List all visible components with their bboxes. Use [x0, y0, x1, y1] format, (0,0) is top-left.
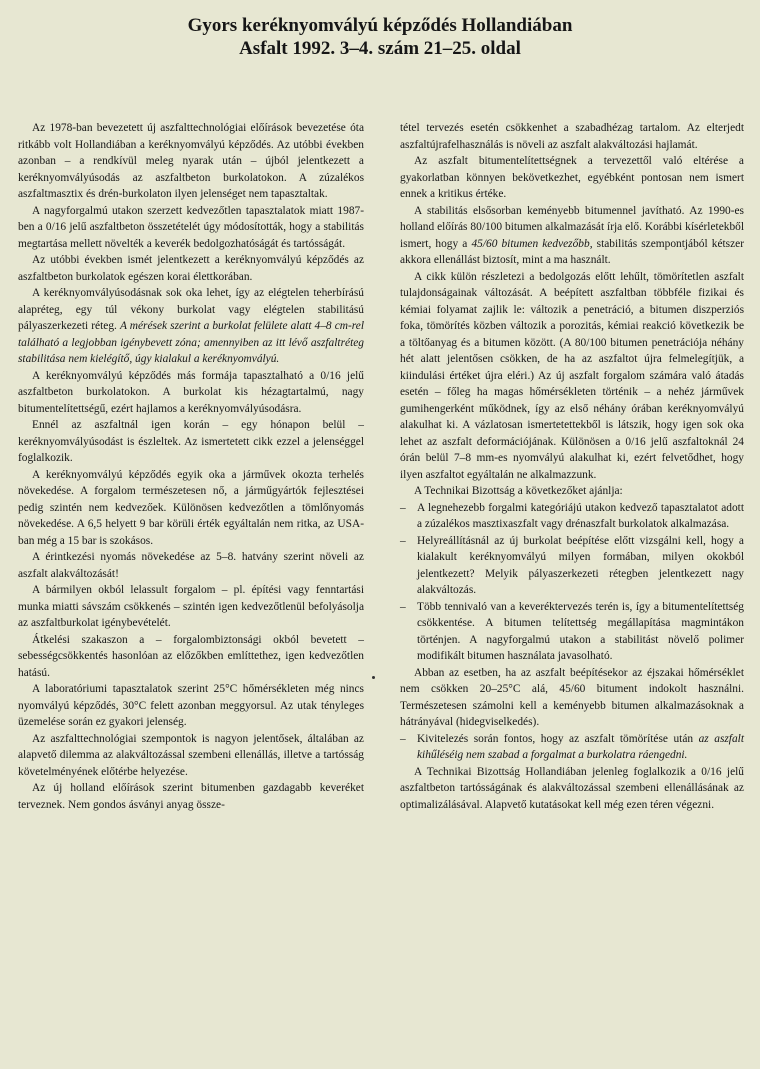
paragraph-text: A Technikai Bizottság Hollandiában jelenleg foglalkozik a 0/16 jelű aszfaltbeton tartósságának és alakváltozással szembeni ellenállásának az optimalizálásával. Alapvető kutatásokat kell még ezen téren végezni.	[400, 765, 744, 811]
emphasis-text: 45/60 bitumen kedvezőbb,	[471, 237, 593, 250]
scan-speck	[372, 676, 375, 679]
paragraph	[400, 764, 744, 814]
bullet-dash: –	[400, 600, 406, 613]
paragraph	[18, 549, 364, 582]
emphasis-text: A mérések szerint a burkolat felülete alatt 4–8 cm-rel található a legjobban igénybevett zóna; amennyiben az itt lévő aszfaltréteg stabilitása nem kielégítő, úgy kialakul a keréknyomvályú.	[18, 320, 364, 365]
article-source: Asfalt 1992. 3–4. szám 21–25. oldal	[239, 38, 521, 59]
bullet-dash: –	[400, 732, 406, 745]
paragraph-text: A érintkezési nyomás növekedése az 5–8. hatvány szerint növeli az aszfalt alakváltozását!	[18, 551, 364, 580]
paragraph-text: Az utóbbi években ismét jelentkezett a keréknyomvályú képződés az aszfaltbeton burkolatok egészen korai élettkorában.	[18, 254, 364, 283]
paragraph	[400, 153, 744, 203]
paragraph-text: Ennél az aszfaltnál igen korán – egy hónapon belül – keréknyomvályúsodást is észleltek. Az ismertetett cikk ezzel a jelenséggel foglalkozik.	[18, 419, 364, 464]
paragraph-text: Abban az esetben, ha az aszfalt beépítésekor az éjszakai hőmérséklet nem csökken 20–25°C alá, 45/60 bitument indokolt használni. Természetesen számolni kell a keményebb bitumen alkalmazásoknak a hátrányával (hidegviselkedés).	[400, 666, 744, 728]
paragraph	[400, 269, 744, 484]
paragraph-text: Több tennivaló van a keveréktervezés terén is, így a bitumentelítettség csökkentése. A bitumen telítettség megállapítása magmintákon történjen. A nagyforgalmú utakon a stabilitást növelő polimer modifikált bitumen használata javasolható.	[417, 600, 744, 662]
paragraph-text: Az 1978-ban bevezetett új aszfalttechnológiai előírások bevezetése óta ritkább volt Hollandiában a keréknyomvályú képződés. Az utóbbi években azonban – a rendkívül meleg nyarak után – újból jelentkezett a keréknyomvályúsodás az aszfaltbeton burkolatokon. A zúzalékos aszfaltmasztix és drén-burkolaton ilyen jelenséget nem tapasztaltak.	[18, 122, 364, 200]
paragraph-text: Az aszfalttechnológiai szempontok is nagyon jelentősek, általában az alapvető dilemma az alakváltozással szembeni ellenállás, illetve a tartósság követelményének előtérbe helyezése.	[18, 732, 364, 778]
paragraph	[400, 483, 744, 500]
paragraph	[18, 467, 364, 550]
bullet-dash: –	[400, 534, 406, 547]
right-column	[400, 120, 744, 813]
paragraph-text: A laboratóriumi tapasztalatok szerint 25°C hőmérsékleten még nincs nyomvályú képződés, 30°C felett azonban meggyorsul. Az utak tényleges üzemelése során ez gyakori jelenség.	[18, 683, 364, 728]
paragraph	[400, 120, 744, 153]
paragraph-text: A keréknyomvályúsodásnak sok oka lehet, így az elégtelen teherbírású alapréteg, egy túl vékony burkolat vagy elégtelen stabilitású pályaszerkezeti réteg.	[18, 287, 364, 332]
paragraph-text: A keréknyomvályú képződés egyik oka a járművek okozta terhelés növekedése. A forgalom természetesen nő, a járműgyártók fejlesztései pedig szintén nem kedvezőek. Különösen kedvezőtlen a tömlőnyomás növekedése. A 6,5 helyett 9 bar körüli érték egyáltalán nem ritka, az USA-ban még a 15 bar is szokásos.	[18, 468, 364, 547]
paragraph	[18, 582, 364, 632]
left-column	[18, 120, 364, 813]
paragraph-text: A Technikai Bizottság a következőket ajánlja:	[414, 485, 623, 497]
paragraph	[400, 533, 744, 599]
paragraph	[18, 203, 364, 253]
paragraph	[400, 599, 744, 665]
paragraph	[18, 120, 364, 203]
paragraph-text: A stabilitás elsősorban keményebb bitumennel javítható. Az 1990-es holland előírás 80/100 bitumen alkalmazását írja elő. Korábbi kísérletekből ismert, hogy a	[400, 204, 744, 250]
paragraph	[400, 203, 744, 269]
paragraph-text: Átkelési szakaszon a – forgalombiztonsági okból bevetett – sebességcsökkentés hasonlóan az előzőkben említtethez, igen kedvezőtlen hatású.	[18, 633, 364, 679]
paragraph-text: Az új holland előírások szerint bitumenben gazdagabb keveréket terveznek. Nem gondos ásványi anyag össze-	[18, 782, 364, 811]
paragraph	[18, 632, 364, 682]
paragraph-text: Helyreállításnál az új burkolat beépítése előtt vizsgálni kell, hogy a kialakult keréknyomvályú milyen formában, milyen okokból jelentkezett? Melyik pályaszerkezeti rétegben jelentkezett nagy alakváltozás.	[417, 534, 744, 596]
paragraph-text: A nagyforgalmú utakon szerzett kedvezőtlen tapasztalatok miatt 1987-ben a 0/16 jelű aszfaltbeton összetételét úgy módosították, hogy a stabilitás megtartása mellett növelték a keverék bedolgozhatóságát és tartósságát.	[18, 204, 364, 250]
paragraph	[18, 417, 364, 467]
paragraph	[18, 731, 364, 781]
paragraph-text: A legnehezebb forgalmi kategóriájú utakon kedvező tapasztalatot adott a zúzalékos masztixaszfalt vagy drénaszfalt burkolatok alkalmazása.	[417, 501, 744, 530]
paragraph-text: Az aszfalt bitumentelítettségnek a tervezettől való eltérése a gyakorlatban könnyen bekövetkezhet, egyébként pontosan nem ismert ennek a kritikus értéke.	[400, 155, 744, 200]
paragraph-text: Kivitelezés során fontos, hogy az aszfalt tömörítése után	[417, 732, 694, 745]
bullet-dash: –	[400, 501, 406, 514]
emphasis-text: az aszfalt kihűléséig nem szabad a forgalmat a burkolatra ráengedni.	[417, 732, 744, 761]
paragraph-text: A keréknyomvályú képződés más formája tapasztalható a 0/16 jelű aszfaltbeton burkolatokon. A burkolat kis hézagtartalmú, nagy bitumentelítettségű, ezért hajlamos a keréknyomvályúsodásra.	[18, 369, 364, 415]
paragraph-text: A cikk külön részletezi a bedolgozás előtt lehűlt, tömörítetlen aszfalt tulajdonságainak változását. A beépített aszfaltban többféle fizikai és kémiai folyamat zajlik le: változik a penetráció, a bitumen diszperziós foka, tömörítés közben változik a porozitás, kémiai reakció következik be a töltőanyag és a bitumen között. (A 80/100 bitumen penetrációja néhány hét alatt jelentősen csökken, de ha az aszfaltot újra felmelegítjük, a kiindulási értéket újra eléri.) Az új aszfalt forgalom számára való átadás esetén – főleg ha magas hőmérsékleten történik – a nehéz járművek gumihengerként működnek, így az első néhány órában keréknyomvályú alakulhat ki. A vázlatosan ismertetettekből is látszik, hogy igen sok oka lehet az aszfalt deformációjának. Különösen a 0/16 jelű aszfaltoknál 24 órán belül 7–8 mm-es nyomvályú alakulhat ki, ezért felvetődhet, hogy ilyen aszfaltot egyáltalán ne alkalmazzunk.	[400, 270, 744, 481]
article-header	[0, 14, 760, 60]
paragraph	[400, 500, 744, 533]
paragraph-text: tétel tervezés esetén csökkenhet a szabadhézag tartalom. Az elterjedt aszfaltújrafelhasználás is növeli az aszfalt alakváltozási hajlamát.	[400, 122, 744, 151]
paragraph-text-continued: stabilitás szempontjából kétszer akkora ellenállást biztosít, mint a ma használt.	[400, 237, 744, 266]
paragraph	[18, 285, 364, 368]
paragraph	[400, 731, 744, 764]
paragraph	[18, 368, 364, 418]
paragraph	[400, 665, 744, 731]
paragraph	[18, 252, 364, 285]
paragraph-text: A bármilyen okból lelassult forgalom – pl. építési vagy fenntartási munka miatti sávszám csökkenés – szintén igen kedvezőtlenül befolyásolja az aszfaltburkolat igénybevételét.	[18, 584, 364, 629]
paragraph	[18, 780, 364, 813]
article-title: Gyors keréknyomvályú képződés Hollandiában	[187, 15, 573, 36]
paragraph	[18, 681, 364, 731]
